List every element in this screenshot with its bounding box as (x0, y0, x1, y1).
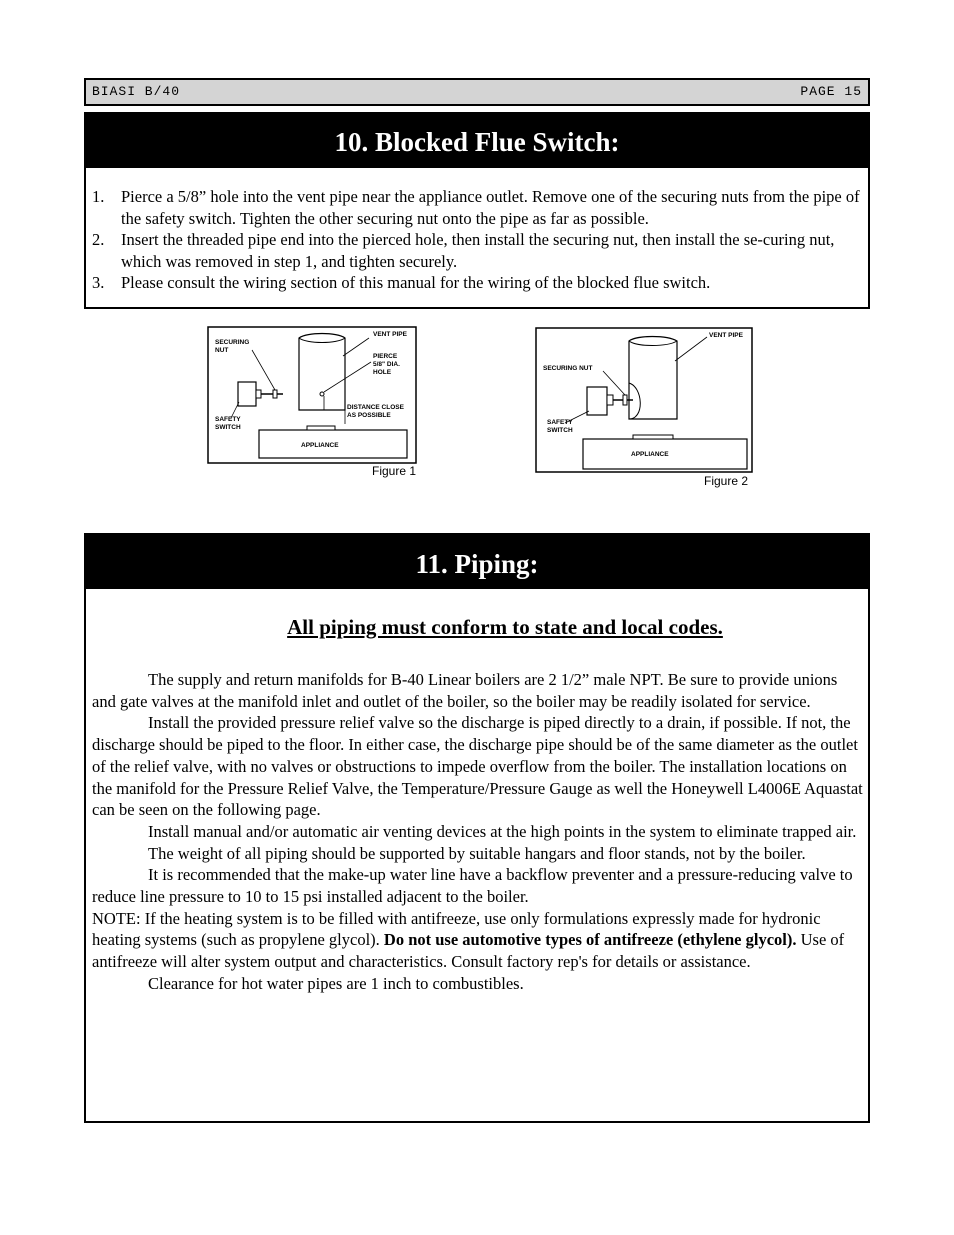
list-item (92, 186, 860, 229)
label-pierce-size: 5/8" DIA. (373, 361, 400, 368)
note-text-end: Use of antifreeze will alter system output and characteristics. Consult factory rep's for details or assistance. (92, 930, 845, 972)
label-appliance: APPLIANCE (301, 442, 339, 449)
label-securing-nut: SECURING NUT (543, 365, 593, 372)
paragraph: Clearance for hot water pipes are 1 inch to combustibles. (148, 973, 524, 993)
label-vent-pipe: VENT PIPE (709, 332, 743, 339)
label-switch: SWITCH (547, 427, 573, 434)
paragraph: Install manual and/or automatic air venting devices at the high points in the system to eliminate trapped air. (148, 821, 857, 841)
paragraph: It is recommended that the make-up water line have a backflow preventer and a pressure-reducing valve to reduce line pressure to 10 to 15 psi installed adjacent to the boiler. (92, 865, 853, 907)
steps-list (92, 186, 860, 294)
section-piping (84, 533, 870, 1123)
section-body (92, 669, 864, 995)
label-safety: SAFETY (215, 416, 241, 423)
step-text: Pierce a 5/8” hole into the vent pipe near the appliance outlet. Remove one of the securing nuts from the pipe of the safety switch. Tighten the other securing nut onto the pipe as far as possible. (121, 187, 860, 228)
paragraph: The supply and return manifolds for B-40 Linear boilers are 2 1/2” male NPT. Be sure to provide unions and gate valves at the manifold inlet and outlet of the boiler, so the boiler may be readily isolated for service. (92, 670, 838, 711)
step-text: Please consult the wiring section of this manual for the wiring of the blocked flue switch. (121, 273, 711, 292)
label-vent-pipe: VENT PIPE (373, 331, 407, 338)
paragraph: The weight of all piping should be supported by suitable hangars and floor stands, not by the boiler. (148, 843, 806, 863)
section-subheading: All piping must conform to state and local codes. (287, 615, 723, 639)
page-number: PAGE 15 (800, 84, 862, 99)
figure-1 (207, 326, 419, 480)
label-as-possible: AS POSSIBLE (347, 412, 391, 419)
step-number: 2. (92, 230, 105, 249)
list-item (92, 229, 860, 272)
section-title: 10. Blocked Flue Switch: (86, 114, 868, 168)
note-paragraph (92, 908, 864, 973)
label-nut: NUT (215, 347, 229, 354)
section-blocked-flue-switch (84, 112, 870, 309)
page-header (84, 78, 870, 106)
label-distance: DISTANCE CLOSE (347, 404, 404, 411)
note-warning: Do not use automotive types of antifreeze (ethylene glycol). (383, 930, 797, 950)
section-title: 11. Piping: (86, 535, 868, 589)
step-text: Insert the threaded pipe end into the pierced hole, then install the securing nut, then install the se-curing nut, which was removed in step 1, and tighten securely. (121, 230, 835, 271)
label-switch: SWITCH (215, 424, 241, 431)
figure-2 (535, 327, 757, 491)
document-title: BIASI B/40 (92, 84, 181, 99)
list-item (92, 272, 860, 294)
label-safety: SAFETY (547, 419, 573, 426)
step-number: 1. (92, 187, 105, 206)
figure-1-caption: Figure 1 (372, 464, 417, 478)
note-text: NOTE: If the heating system is to be filled with antifreeze, use only formulations expressly made for hydronic heating systems (such as propylene glycol). (92, 908, 821, 950)
label-appliance: APPLIANCE (631, 451, 669, 458)
label-pierce: PIERCE (373, 353, 398, 360)
figure-2-caption: Figure 2 (704, 474, 749, 488)
step-number: 3. (92, 273, 105, 292)
label-hole: HOLE (373, 369, 392, 376)
label-securing: SECURING (215, 339, 250, 346)
paragraph: Install the provided pressure relief valve so the discharge is piped directly to a drain, if possible. If not, the discharge should be piped to the floor. In either case, the discharge pipe should be of the same diameter as the outlet of the relief valve, with no valves or obstructions to impede overflow from the boiler. The installation locations on the manifold for the Pressure Relief Valve, the Temperature/Pressure Gauge as well the Honeywell L4006E Aquastat can be seen on the following page. (92, 713, 863, 820)
